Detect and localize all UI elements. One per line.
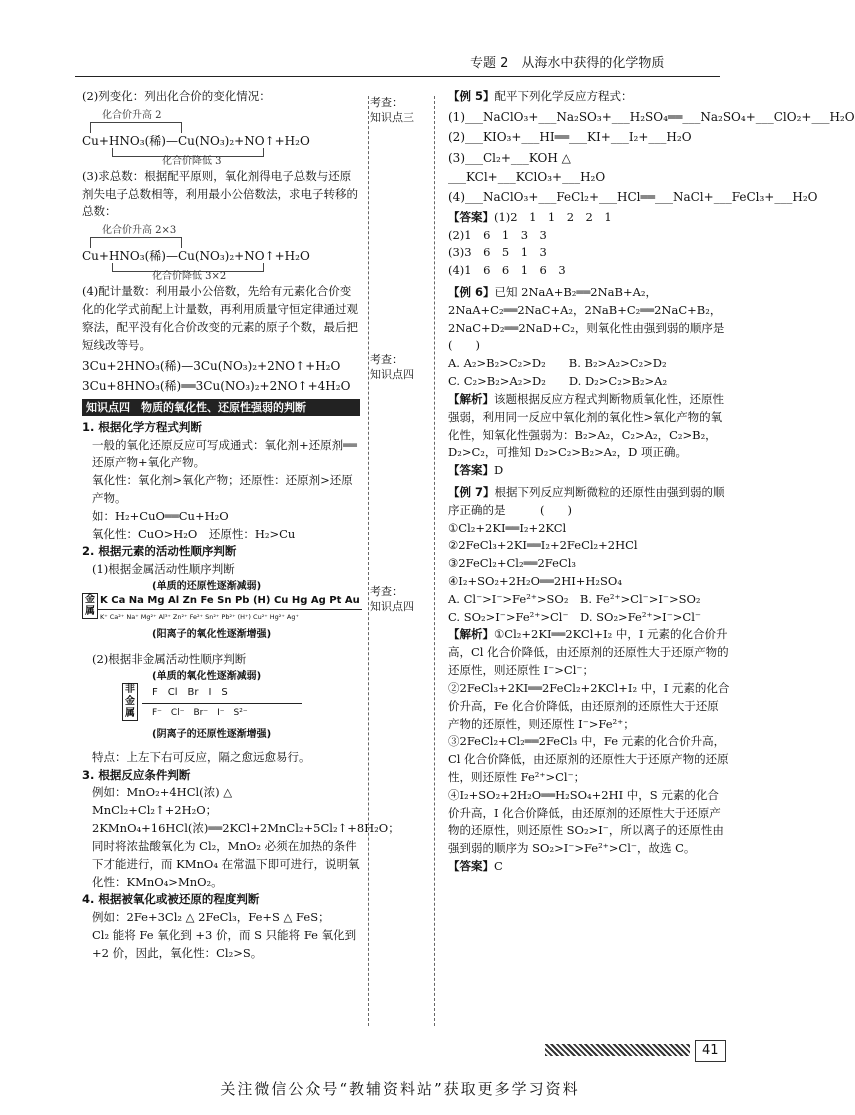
example-7-options-cd: C. SO₂>I⁻>Fe²⁺>Cl⁻ D. SO₂>Fe²⁺>I⁻>Cl⁻ [448, 609, 701, 624]
example-5-q3: (3)___Cl₂+___KOH △ ___KCl+___KClO₃+___H₂O [448, 151, 606, 184]
answer-7-tag: 【答案】 [448, 859, 494, 874]
metal-label: 金属 [82, 593, 98, 619]
text-metal-order: (1)根据金属活动性顺序判断 [92, 562, 235, 577]
topic-label-3: 考查： 知识点四 [370, 585, 414, 614]
example-6-tag: 【例 6】 [448, 285, 495, 300]
text-fe-example: 例如：2Fe+3Cl₂ △ 2FeCl₃，Fe+S △ FeS； [92, 910, 330, 925]
diagram-1-up: 化合价升高 2 [102, 109, 162, 121]
example-6-prompt: 已知 2NaA+B₂══2NaB+A₂，2NaA+C₂══2NaC+A₂，2NaB+C₂══2NaC+B₂，2NaC+D₂══2NaD+C₂，则氧化性由强到弱的顺序是 ( ) [448, 285, 759, 353]
example-7-prompt: 根据下列反应判断微粒的还原性由强到弱的顺序正确的是 ( ) [448, 484, 725, 517]
header-rule [75, 76, 720, 77]
example-7-tag: 【例 7】 [448, 484, 495, 499]
analysis-7-tag: 【解析】 [448, 627, 494, 642]
step-4: (4)配计量数：利用最小公倍数，先给有元素化合价变化的化学式前配上计量数，再利用质量守恒定律通过观察法，配平没有化合价改变的元素的原子个数，最后把短线改等号。 [82, 284, 358, 352]
text-fe-conclusion: Cl₂ 能将 Fe 氧化到 +3 价，而 S 只能将 Fe 氧化到 +2 价，因此，氧化性：Cl₂>S。 [92, 927, 357, 960]
text-example: 如：H₂+CuO══Cu+H₂O [92, 508, 229, 523]
footer-pattern [545, 1044, 690, 1056]
metal-axis [98, 609, 362, 610]
example-7-r4: ④I₂+SO₂+2H₂O══2HI+H₂SO₄ [448, 574, 622, 589]
example-7-r3: ③2FeCl₂+Cl₂══2FeCl₃ [448, 556, 576, 571]
step-3: (3)求总数：根据配平原则，氧化剂得电子总数与还原剂失电子总数相等，利用最小公倍数法，求电子转移的总数： [82, 168, 358, 219]
page-number: 41 [695, 1040, 726, 1062]
metal-top-label: (单质的还原性逐渐减弱) [152, 581, 262, 593]
diagram-2-down: 化合价降低 3×2 [152, 271, 227, 283]
example-7-r1: ①Cl₂+2KI══I₂+2KCl [448, 520, 567, 535]
topic-label-1: 考查： 知识点三 [370, 96, 414, 125]
example-5-q1: (1)___NaClO₃+___Na₂SO₃+___H₂SO₄══___Na₂SO₄+___ClO₂+___H₂O [448, 109, 855, 124]
example-7-options-ab: A. Cl⁻>I⁻>Fe²⁺>SO₂ B. Fe²⁺>Cl⁻>I⁻>SO₂ [448, 591, 701, 606]
divider-left [368, 96, 369, 1026]
diagram-2-equation: Cu+HNO₃(稀)—Cu(NO₃)₂+NO↑+H₂O [82, 249, 310, 264]
nonmetal-label: 非金属 [122, 683, 138, 721]
diagram-1 [82, 106, 360, 168]
nonmetal-ions: F⁻ Cl⁻ Br⁻ I⁻ S²⁻ [152, 707, 248, 718]
metal-activity-diagram [82, 579, 360, 651]
example-6-options-cd: C. C₂>B₂>A₂>D₂ D. D₂>C₂>B₂>A₂ [448, 374, 668, 389]
footer-watermark: 关注微信公众号“教辅资料站”获取更多学习资料 [220, 1080, 580, 1098]
example-6-options-ab: A. A₂>B₂>C₂>D₂ B. B₂>A₂>C₂>D₂ [448, 356, 667, 371]
nonmetal-axis [142, 703, 302, 704]
section-title: 知识点四 物质的氧化性、还原性强弱的判断 [82, 399, 360, 416]
answer-6-tag: 【答案】 [448, 463, 494, 478]
example-5-tag: 【例 5】 [448, 89, 495, 103]
diagram-1-down: 化合价降低 3 [162, 155, 222, 167]
text-condition: 同时将浓盐酸氧化为 Cl₂，MnO₂ 必须在加热的条件下才能进行，而 KMnO₄ 在常温下即可进行，说明氧化性：KMnO₄>MnO₂。 [92, 838, 360, 889]
answer-5-3: (3)3 6 5 1 3 [448, 245, 547, 260]
text-kmno4: 2KMnO₄+16HCl(浓)══2KCl+2MnCl₂+5Cl₂↑+8H₂O； [92, 821, 400, 836]
text-nonmetal-order: (2)根据非金属活动性顺序判断 [92, 652, 247, 667]
page-header: 专题 2 从海水中获得的化学物质 [470, 56, 665, 71]
heading-1: 1. 根据化学方程式判断 [82, 419, 202, 434]
analysis-6-tag: 【解析】 [448, 391, 494, 406]
diagram-1-equation: Cu+HNO₃(稀)—Cu(NO₃)₂+NO↑+H₂O [82, 133, 310, 148]
example-7-r2: ②2FeCl₃+2KI══I₂+2FeCl₂+2HCl [448, 538, 638, 553]
nonmetal-top-label: (单质的氧化性逐渐减弱) [152, 670, 262, 682]
answer-6: D [494, 463, 504, 478]
nonmetal-bottom-label: (阴离子的还原性逐渐增强) [152, 728, 272, 740]
metal-ions: K⁺ Ca²⁺ Na⁺ Mg²⁺ Al³⁺ Zn²⁺ Fe²⁺ Sn²⁺ Pb²⁺ (H⁺) Cu²⁺ Hg²⁺ Ag⁺ [100, 613, 299, 622]
example-5-prompt: 配平下列化学反应方程式： [494, 89, 633, 103]
example-5-q2: (2)___KIO₃+___HI══___KI+___I₂+___H₂O [448, 130, 692, 145]
topic-label-2: 考查： 知识点四 [370, 353, 414, 382]
nonmetal-activity-diagram [82, 669, 360, 749]
metal-row: K Ca Na Mg Al Zn Fe Sn Pb (H) Cu Hg Ag Pt Au [100, 595, 360, 607]
diagram-2 [82, 221, 360, 283]
heading-3: 3. 根据反应条件判断 [82, 767, 191, 782]
divider-right [434, 96, 435, 1026]
right-column [448, 88, 855, 876]
analysis-6: 该题根据反应方程式判断物质氧化性，还原性强弱，利用同一反应中氧化剂的氧化性>氧化产物的氧化性，知氧化性强弱为：B₂>A₂，C₂>A₂，C₂>B₂，D₂>C₂，可推知 D₂>C₂>B₂>A₂，D 项正确。 [448, 391, 724, 460]
heading-2: 2. 根据元素的活动性顺序判断 [82, 544, 237, 559]
text-general-form: 一般的氧化还原反应可写成通式：氧化剂+还原剂══还原产物+氧化产物。 [92, 437, 357, 470]
text-rule: 氧化性：氧化剂>氧化产物；还原性：还原剂>还原产物。 [92, 473, 353, 505]
step-2: (2)列变化：列出化合价的变化情况： [82, 89, 271, 103]
text-mno2: 例如：MnO₂+4HCl(浓) △ MnCl₂+Cl₂↑+2H₂O； [92, 785, 233, 818]
answer-5-tag: 【答案】 [448, 209, 494, 224]
diagram-2-up: 化合价升高 2×3 [102, 225, 177, 237]
equation-draft: 3Cu+2HNO₃(稀)—3Cu(NO₃)₂+2NO↑+H₂O [82, 358, 341, 373]
answer-5-1: (1)2 1 1 2 2 1 [494, 209, 612, 224]
example-5-q4: (4)___NaClO₃+___FeCl₂+___HCl══___NaCl+___FeCl₃+___H₂O [448, 190, 818, 205]
answer-5-2: (2)1 6 1 3 3 [448, 227, 547, 242]
nonmetal-row: F Cl Br I S [152, 686, 228, 698]
text-conclusion: 氧化性：CuO>H₂O 还原性：H₂>Cu [92, 526, 296, 541]
metal-bottom-label: (阳离子的氧化性逐渐增强) [152, 629, 272, 641]
equation-final: 3Cu+8HNO₃(稀)══3Cu(NO₃)₂+2NO↑+4H₂O [82, 379, 351, 394]
text-feature: 特点：上左下右可反应，隔之愈远愈易行。 [92, 749, 311, 764]
heading-4: 4. 根据被氧化或被还原的程度判断 [82, 892, 260, 907]
answer-7: C [494, 859, 503, 874]
answer-5-4: (4)1 6 6 1 6 3 [448, 263, 566, 278]
analysis-7: ①Cl₂+2KI══2KCl+I₂ 中，I 元素的化合价升高，Cl 化合价降低，由还原剂的还原性大于还原产物的还原性，则还原性 I⁻>Cl⁻；②2FeCl₃+2KI══2FeCl₂+2KCl+I₂ 中，I 元素的化合价升高，Fe 化合价降低，由还原剂的还原性大于还原产物的还原性，则还原性 I⁻>Fe²⁺；③2FeCl₂+Cl₂══2FeCl₃ 中，Fe 元素的化合价升高，Cl 化合价降低，由还原剂的还原性大于还原产物的还原性，则还原性 Fe²⁺>Cl⁻；④I₂+SO₂+2H₂O══H₂SO₄+2HI 中，S 元素的化合价升高，I 化合价降低，由还原剂的还原性大于还原产物的还原性，则还原性 SO₂>I⁻，所以离子的还原性由强到弱的顺序为 SO₂>I⁻>Fe²⁺>Cl⁻，故选 C。 [448, 627, 730, 856]
